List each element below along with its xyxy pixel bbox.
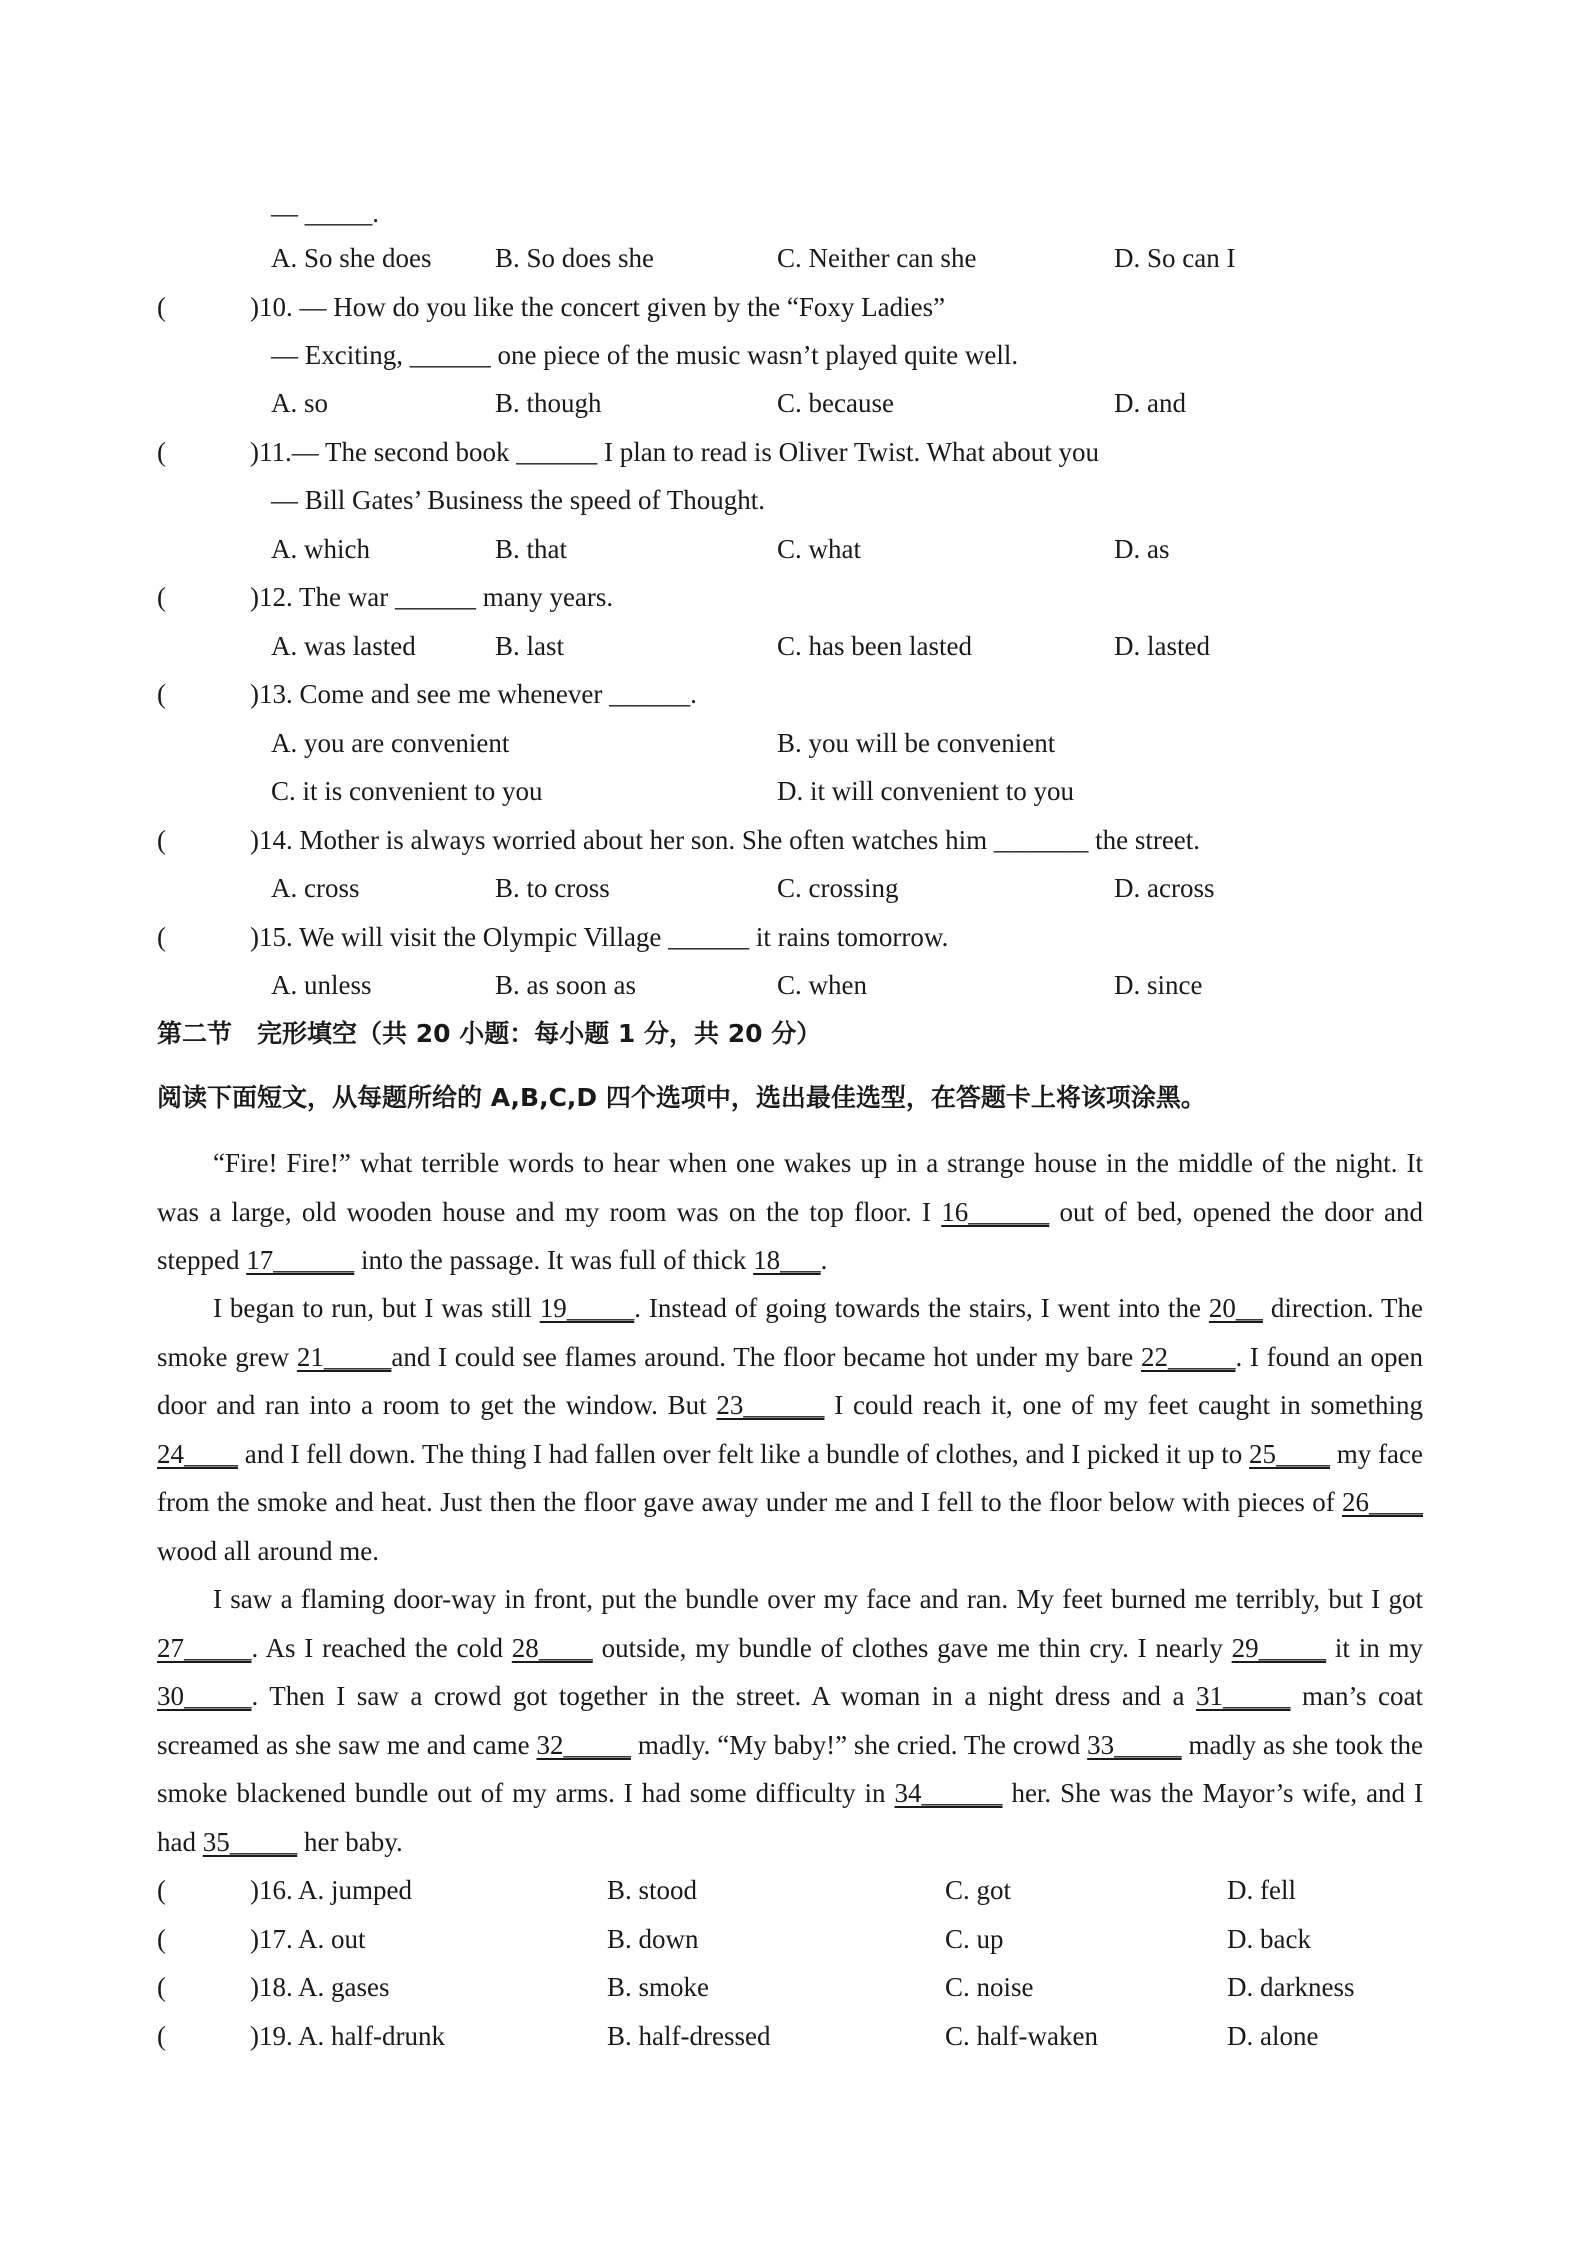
passage-text: . Then I saw a crowd got together in the street. A woman in a night dress and a: [251, 1681, 1196, 1712]
passage-text: it in my: [1326, 1632, 1423, 1663]
passage-text: madly as she took the smoke blackened bundle out of my arms. I had some difficulty in: [157, 1729, 1423, 1809]
passage-text: . As I reached the cold: [251, 1632, 512, 1663]
option-d: D. lasted: [1114, 631, 1210, 661]
passage-text: man’s coat screamed as she saw me and came: [157, 1681, 1424, 1760]
blank-25[interactable]: 25____: [1249, 1438, 1331, 1469]
passage-paragraph-3: [157, 1575, 1423, 1867]
blank-23[interactable]: 23______: [716, 1390, 825, 1421]
answer-paren[interactable]: (: [157, 2021, 166, 2051]
option-c: C. what: [777, 534, 861, 564]
option-b: B. that: [495, 534, 567, 564]
option-c: C. up: [945, 1924, 1004, 1954]
cloze-option-row-17: [0, 1915, 1587, 1963]
option-b: B. smoke: [607, 1972, 710, 2002]
cloze-option-row-19: [0, 2012, 1587, 2060]
passage-text: out of bed, opened the door and stepped: [157, 1196, 1423, 1276]
blank-22[interactable]: 22_____: [1140, 1341, 1236, 1372]
question-text: )13. Come and see me whenever ______.: [250, 679, 697, 709]
q13-options-row2: [0, 767, 1587, 815]
option-a: A. so: [271, 388, 329, 418]
option-a: A. So she does: [271, 243, 432, 273]
q11-line2: [0, 476, 1587, 524]
option-b: B. to cross: [495, 873, 610, 903]
option-c: C. has been lasted: [777, 631, 972, 661]
option-c: C. noise: [945, 1972, 1034, 2002]
q13-options-row1: [0, 719, 1587, 767]
blank-29[interactable]: 29_____: [1231, 1632, 1327, 1663]
option-d: D. darkness: [1227, 1972, 1355, 2002]
option-c: C. when: [777, 970, 867, 1000]
answer-paren[interactable]: (: [157, 292, 166, 322]
option-b: B. half-dressed: [607, 2021, 771, 2051]
answer-paren[interactable]: (: [157, 922, 166, 952]
question-text: )15. We will visit the Olympic Village ______ it rains tomorrow.: [250, 922, 949, 952]
q9-answer-line: [0, 189, 1587, 237]
question-continuation: — Bill Gates’ Business the speed of Thought.: [271, 485, 765, 515]
cloze-option-row-18: [0, 1963, 1587, 2011]
passage-paragraph-1: [157, 1139, 1423, 1285]
option-c: C. got: [945, 1875, 1012, 1905]
blank-35[interactable]: 35_____: [202, 1826, 298, 1857]
option-d: D. So can I: [1114, 243, 1236, 273]
option-a: A. cross: [271, 873, 360, 903]
answer-paren[interactable]: (: [157, 1972, 166, 2002]
blank-20[interactable]: 20__: [1208, 1293, 1263, 1323]
option-d: D. across: [1114, 873, 1215, 903]
passage-text: outside, my bundle of clothes gave me thin cry. I nearly: [592, 1632, 1232, 1663]
option-d: D. and: [1114, 388, 1186, 418]
passage-text: her. She was the Mayor’s wife, and I had: [157, 1778, 1423, 1857]
blank-34[interactable]: 34______: [894, 1778, 1003, 1809]
blank-17[interactable]: 17______: [246, 1245, 355, 1276]
answer-paren[interactable]: (: [157, 1924, 166, 1954]
option-b: B. as soon as: [495, 970, 636, 1000]
answer-paren[interactable]: (: [157, 582, 166, 612]
option-b: B. last: [495, 631, 565, 661]
option-d: D. as: [1114, 534, 1170, 564]
option-a: A. was lasted: [271, 631, 416, 661]
q11-stem: [0, 428, 1587, 476]
option-b: B. you will be convenient: [777, 728, 1056, 758]
blank-21[interactable]: 21_____: [296, 1341, 392, 1372]
q15-stem: [0, 913, 1587, 961]
option-a: A. you are convenient: [271, 728, 510, 758]
q13-stem: [0, 670, 1587, 718]
cloze-option-row-16: [0, 1866, 1587, 1914]
passage-text: . Instead of going towards the stairs, I went into the: [634, 1293, 1209, 1323]
passage-text: I began to run, but I was still: [213, 1293, 540, 1323]
q12-options: [0, 622, 1587, 670]
blank-16[interactable]: 16______: [941, 1196, 1050, 1227]
section-title: 第二节 完形填空（共 20 小题：每小题 1 分，共 20 分）: [157, 1019, 822, 1048]
blank-27[interactable]: 27_____: [157, 1632, 252, 1663]
option-a-label: )16. A. jumped: [250, 1875, 412, 1905]
passage-text: I saw a flaming door-way in front, put the bundle over my face and ran. My feet burned me terribly, but I got: [213, 1584, 1423, 1614]
option-a-label: )19. A. half-drunk: [250, 2021, 445, 2051]
option-d: D. since: [1114, 970, 1203, 1000]
option-c: C. crossing: [777, 873, 899, 903]
passage-text: wood all around me.: [157, 1535, 379, 1566]
option-b: B. down: [607, 1924, 699, 1954]
blank-30[interactable]: 30_____: [157, 1681, 252, 1712]
passage-paragraph-2: [157, 1284, 1423, 1576]
section-instruction: [0, 1074, 1587, 1122]
q10-stem: [0, 283, 1587, 331]
option-c: C. because: [777, 388, 894, 418]
option-d: D. back: [1227, 1924, 1311, 1954]
passage-text: and I fell down. The thing I had fallen over felt like a bundle of clothes, and I picked it up to: [238, 1438, 1250, 1469]
q14-stem: [0, 816, 1587, 864]
question-text: )14. Mother is always worried about her son. She often watches him _______ the street.: [250, 825, 1201, 855]
passage-text: and I could see flames around. The floor became hot under my bare: [391, 1341, 1141, 1372]
passage-text: her baby.: [297, 1826, 403, 1857]
blank-33[interactable]: 33_____: [1087, 1729, 1182, 1760]
passage-text: I could reach it, one of my feet caught in something: [824, 1390, 1423, 1421]
blank-26[interactable]: 26____: [1342, 1487, 1423, 1518]
question-text: )12. The war ______ many years.: [250, 582, 614, 612]
blank-18[interactable]: 18___: [753, 1245, 821, 1276]
option-c: C. Neither can she: [777, 243, 977, 273]
option-a-label: )18. A. gases: [250, 1972, 390, 2002]
option-c: C. it is convenient to you: [271, 776, 543, 806]
option-b: B. stood: [607, 1875, 698, 1905]
passage-text: . I found an open door and ran into a room to get the window. But: [157, 1341, 1423, 1421]
blank-32[interactable]: 32_____: [536, 1729, 631, 1760]
answer-paren[interactable]: (: [157, 437, 166, 467]
option-b: B. So does she: [495, 243, 655, 273]
q10-line2: [0, 331, 1587, 379]
passage-text: my face from the smoke and heat. Just then the floor gave away under me and I fell to the floor below with pieces of: [157, 1438, 1423, 1518]
section-heading: [0, 1010, 1587, 1058]
blank-19[interactable]: 19_____: [539, 1293, 635, 1323]
option-b: B. though: [495, 388, 602, 418]
option-d: D. it will convenient to you: [777, 776, 1074, 806]
q9-answer-text: — _____.: [271, 198, 379, 228]
q15-options: [0, 961, 1587, 1009]
option-d: D. alone: [1227, 2021, 1319, 2051]
passage-text: direction. The smoke grew: [157, 1293, 1424, 1372]
blank-31[interactable]: 31_____: [1195, 1681, 1291, 1712]
answer-paren[interactable]: (: [157, 825, 166, 855]
answer-paren[interactable]: (: [157, 1875, 166, 1905]
option-c: C. half-waken: [945, 2021, 1098, 2051]
question-text: )11.— The second book ______ I plan to read is Oliver Twist. What about you: [250, 437, 1099, 467]
q12-stem: [0, 573, 1587, 621]
option-d: D. fell: [1227, 1875, 1296, 1905]
q9-options: [0, 234, 1587, 282]
blank-24[interactable]: 24____: [157, 1438, 238, 1469]
option-a: A. unless: [271, 970, 372, 1000]
question-text: )10. — How do you like the concert given by the “Foxy Ladies”: [250, 292, 946, 322]
instruction-text: 阅读下面短文，从每题所给的 A,B,C,D 四个选项中，选出最佳选型，在答题卡上将该项涂黑。: [157, 1083, 1206, 1112]
answer-paren[interactable]: (: [157, 679, 166, 709]
q10-options: [0, 379, 1587, 427]
passage-text: “Fire! Fire!” what terrible words to hear when one wakes up in a strange house in the middle of the night. It was a large, old wooden house and my room was on the top floor. I: [157, 1148, 1423, 1227]
passage-text: madly. “My baby!” she cried. The crowd: [630, 1729, 1088, 1760]
q11-options: [0, 525, 1587, 573]
option-a-label: )17. A. out: [250, 1924, 366, 1954]
option-a: A. which: [271, 534, 370, 564]
q14-options: [0, 864, 1587, 912]
passage-text: into the passage. It was full of thick: [354, 1245, 754, 1276]
question-continuation: — Exciting, ______ one piece of the music wasn’t played quite well.: [271, 340, 1019, 370]
passage-text: .: [820, 1245, 828, 1276]
blank-28[interactable]: 28____: [511, 1632, 593, 1663]
